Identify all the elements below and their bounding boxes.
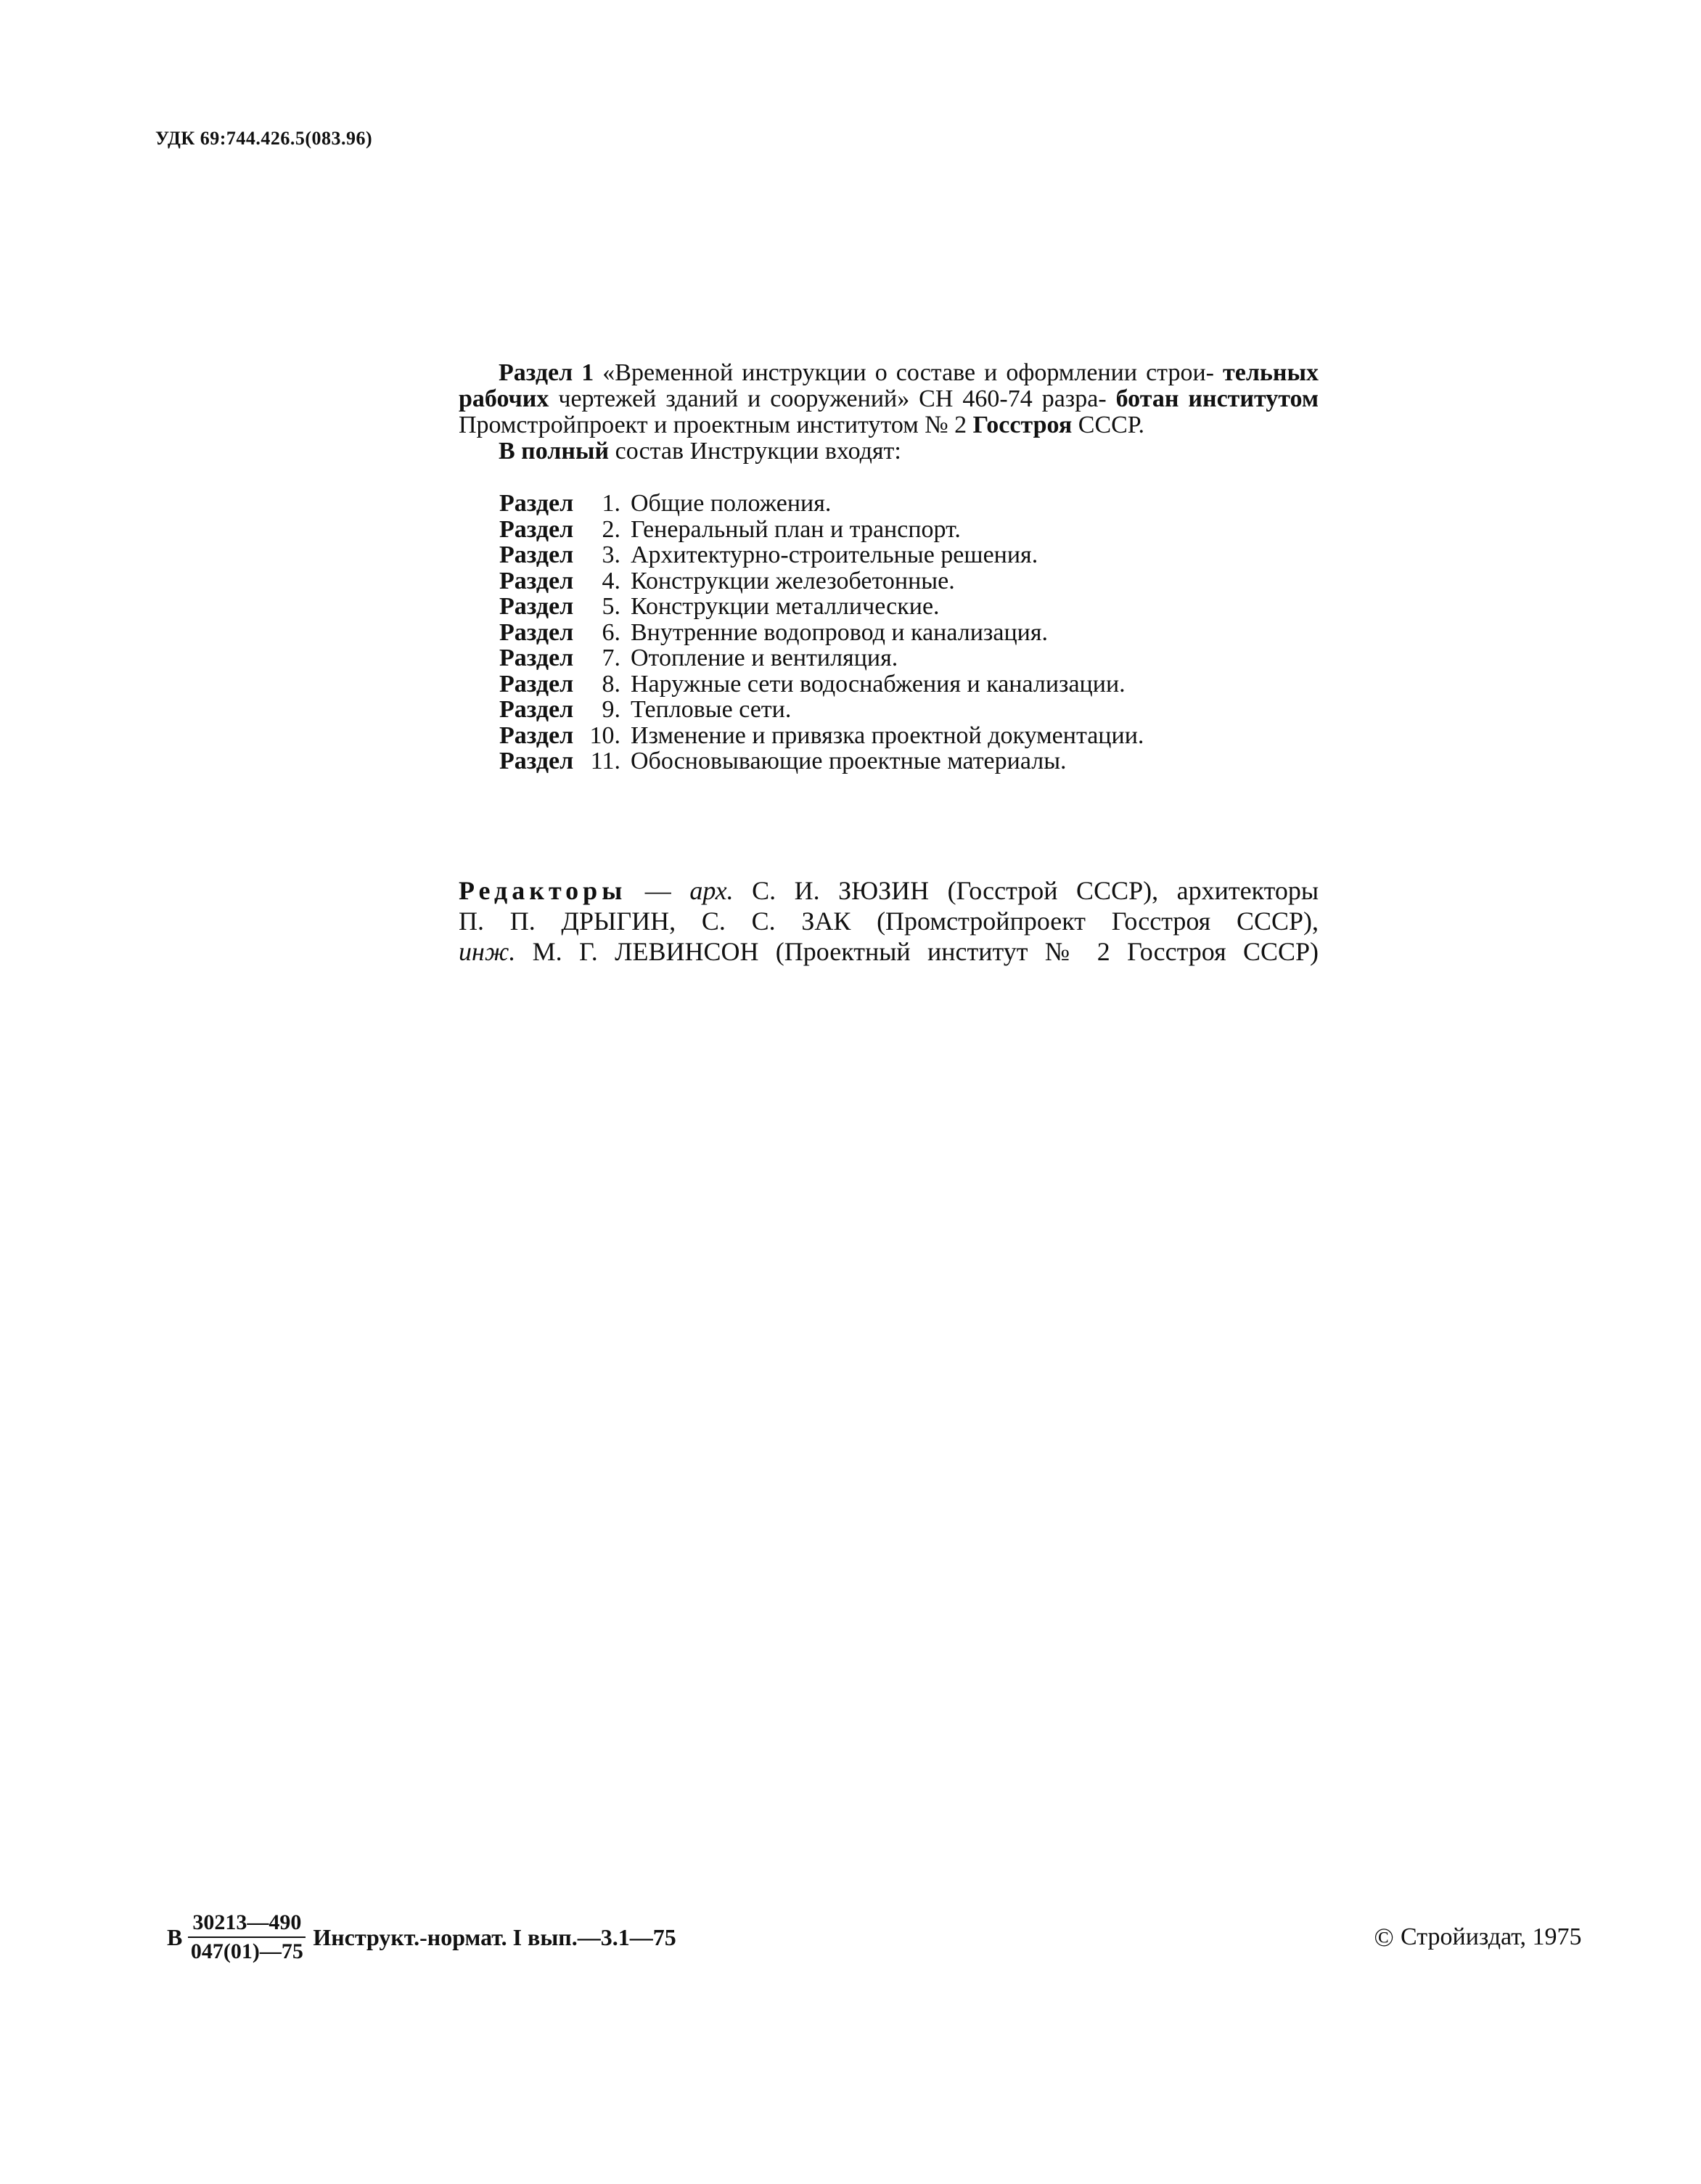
section-number: 5. <box>602 593 620 620</box>
section-word: Раздел <box>499 748 574 774</box>
section-word: Раздел <box>499 593 574 620</box>
section-item <box>499 491 1144 517</box>
section-word: Раздел <box>499 515 574 543</box>
section-title: Наружные сети водоснабжения и канализации. <box>631 670 1126 698</box>
section-item <box>499 542 1144 568</box>
composition-text: состав Инструкции входят: <box>609 438 901 465</box>
section-number: 4. <box>602 567 620 594</box>
section-number: 1. <box>602 490 620 517</box>
section-number: 7. <box>602 645 620 671</box>
intro-bold-a: Раздел 1 <box>499 359 594 386</box>
section-item <box>499 748 1144 774</box>
section-title: Конструкции металлические. <box>631 593 940 620</box>
editors-line-1 <box>459 875 1319 906</box>
intro-paragraph <box>459 360 1319 438</box>
publisher-text: Стройиздат, 1975 <box>1401 1923 1582 1950</box>
intro-bold-d: Госстроя <box>972 412 1073 438</box>
editor-line-1-text: С. И. ЗЮЗИН (Госстрой СССР), архитекторы <box>733 876 1319 905</box>
section-number: 10. <box>589 721 620 749</box>
editor-title-arch: арх. <box>689 876 734 905</box>
intro-block <box>459 360 1319 465</box>
editor-line-3-text: М. Г. ЛЕВИНСОН (Проектный институт № 2 Госстроя СССР) <box>515 937 1319 966</box>
intro-text-c: Промстройпроект и проектным институтом № 2 <box>459 412 967 438</box>
section-word: Раздел <box>499 490 574 517</box>
composition-paragraph <box>459 438 1319 465</box>
section-word: Раздел <box>499 618 574 646</box>
editors-line-2: П. П. ДРЫГИН, С. С. ЗАК (Промстройпроект Госстроя СССР), <box>459 907 1319 936</box>
section-number: 2. <box>602 515 620 543</box>
section-item <box>499 620 1144 646</box>
section-item <box>499 594 1144 620</box>
section-title: Отопление и вентиляция. <box>631 645 898 671</box>
section-word: Раздел <box>499 696 574 723</box>
section-title: Изменение и привязка проектной документации. <box>631 721 1144 749</box>
section-item <box>499 723 1144 749</box>
intro-text-b: чертежей зданий и сооружений» СН 460-74 разра- <box>549 385 1107 412</box>
section-word: Раздел <box>499 541 574 568</box>
section-title: Обосновывающие проектные материалы. <box>631 748 1067 774</box>
section-word: Раздел <box>499 567 574 594</box>
section-item <box>499 697 1144 723</box>
editors-block <box>459 875 1319 967</box>
copyright-line <box>1372 1923 1582 1951</box>
copyright-icon: © <box>1374 1923 1394 1952</box>
section-item <box>499 517 1144 543</box>
intro-text-a: «Временной инструкции о составе и оформлении строи- <box>594 359 1214 386</box>
section-word: Раздел <box>499 721 574 749</box>
code-reference: Инструкт.-нормат. I вып.—3.1—75 <box>313 1923 676 1950</box>
section-title: Тепловые сети. <box>631 696 792 723</box>
intro-bold-c: ботан институтом <box>1115 385 1319 412</box>
section-word: Раздел <box>499 670 574 698</box>
section-number: 8. <box>602 670 620 698</box>
editors-line-3 <box>459 936 1319 967</box>
code-fraction <box>188 1910 306 1964</box>
editor-title-eng: инж. <box>459 937 516 966</box>
section-title: Внутренние водопровод и канализация. <box>631 618 1048 646</box>
code-numerator: 30213—490 <box>188 1910 306 1938</box>
section-number: 3. <box>602 541 620 568</box>
editors-dash: — <box>626 876 690 905</box>
composition-bold: В полный <box>499 438 610 465</box>
section-number: 6. <box>602 618 620 646</box>
section-title: Общие положения. <box>631 490 832 517</box>
section-item <box>499 645 1144 671</box>
editors-label: Редакторы <box>459 876 627 905</box>
code-letter: В <box>167 1923 183 1950</box>
udk-code: УДК 69:744.426.5(083.96) <box>155 128 373 149</box>
sections-list <box>499 491 1144 774</box>
publication-code <box>167 1910 676 1964</box>
section-number: 9. <box>602 696 620 723</box>
code-denominator: 047(01)—75 <box>190 1939 303 1963</box>
section-item <box>499 671 1144 698</box>
intro-bold-b: тельных рабочих <box>459 359 1319 412</box>
section-title: Генеральный план и транспорт. <box>631 515 961 543</box>
section-title: Архитектурно-строительные решения. <box>631 541 1038 568</box>
section-item <box>499 568 1144 594</box>
section-title: Конструкции железобетонные. <box>631 567 955 594</box>
section-word: Раздел <box>499 645 574 671</box>
section-number: 11. <box>590 748 620 774</box>
intro-text-d: СССР. <box>1072 412 1144 438</box>
